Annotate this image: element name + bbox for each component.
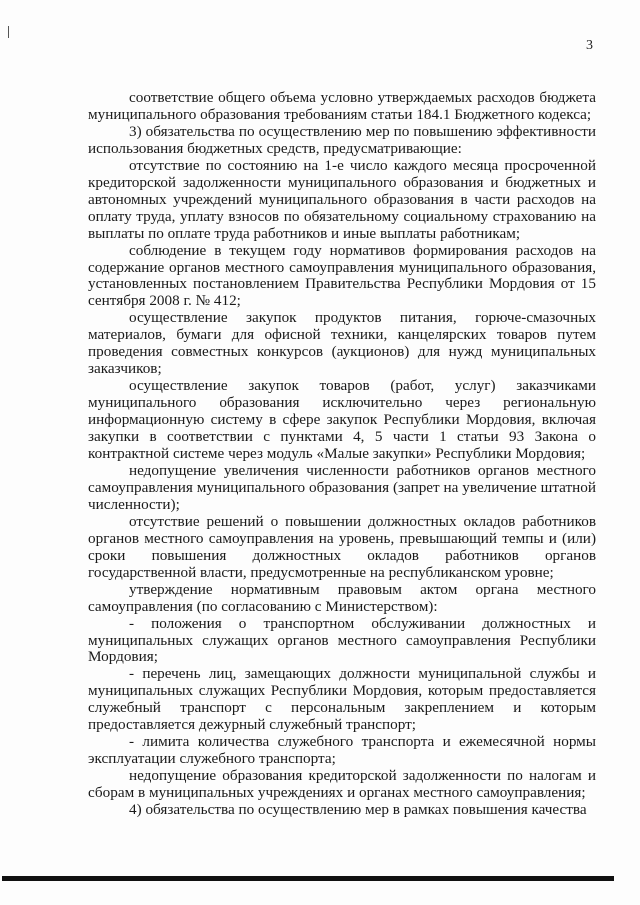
paragraph: недопущение образования кредиторской задолженности по налогам и сборам в муниципальных учреждениях и органах местного самоуправления; [88,767,596,802]
paragraph: осуществление закупок товаров (работ, услуг) заказчиками муниципального образования исключительно через региональную информационную систему в сфере закупок Республики Мордовия, включая закупки в соответствии с пунктами 4, 5 части 1 статьи 93 Закона о контрактной системе через модуль «Малые закупки» Республики Мордовия; [88,377,596,463]
paragraph: отсутствие по состоянию на 1-е число каждого месяца просроченной кредиторской задолженности муниципального образования и бюджетных и автономных учреждений муниципального образования в части расходов на оплату труда, уплату взносов по обязательному социальному страхованию на выплаты по оплате труда работников и иные выплаты работникам; [88,156,596,242]
bottom-rule [2,876,614,881]
paragraph: недопущение увеличения численности работников органов местного самоуправления муниципального образования (запрет на увеличение штатной численности); [88,461,596,513]
list-item: - перечень лиц, замещающих должности муниципальной службы и муниципальных служащих Республики Мордовия, которым предоставляется служебный транспорт с персональным закреплением и которым предоставляется дежурный служебный транспорт; [88,665,596,734]
margin-mark [8,26,9,38]
body-text [88,90,596,819]
paragraph: соответствие общего объема условно утверждаемых расходов бюджета муниципального образования требованиям статьи 184.1 Бюджетного кодекса; [88,89,596,123]
paragraph: 4) обязательства по осуществлению мер в рамках повышения качества [129,801,587,819]
page-number: 3 [586,38,593,53]
paragraph: осуществление закупок продуктов питания, горюче-смазочных материалов, бумаги для офисной техники, канцелярских товаров путем проведения совместных конкурсов (аукционов) для нужд муниципальных заказчиков; [88,309,596,378]
list-item: - положения о транспортном обслуживании должностных и муниципальных служащих органов местного самоуправления Республики Мордовия; [88,614,596,666]
list-item: - лимита количества служебного транспорта и ежемесячной нормы эксплуатации служебного транспорта; [88,733,596,768]
paragraph: 3) обязательства по осуществлению мер по повышению эффективности использования бюджетных средств, предусматривающие: [88,122,596,157]
paragraph: отсутствие решений о повышении должностных окладов работников органов местного самоуправления на уровень, превышающий темпы и (или) сроки повышения должностных окладов работников органов государственной власти, предусмотренные на республиканском уровне; [88,512,596,581]
paragraph: соблюдение в текущем году нормативов формирования расходов на содержание органов местного самоуправления муниципального образования, установленных постановлением Правительства Республики Мордовия от 15 сентября 2008 г. № 412; [88,241,596,310]
paragraph: утверждение нормативным правовым актом органа местного самоуправления (по согласованию с Министерством): [88,580,596,615]
